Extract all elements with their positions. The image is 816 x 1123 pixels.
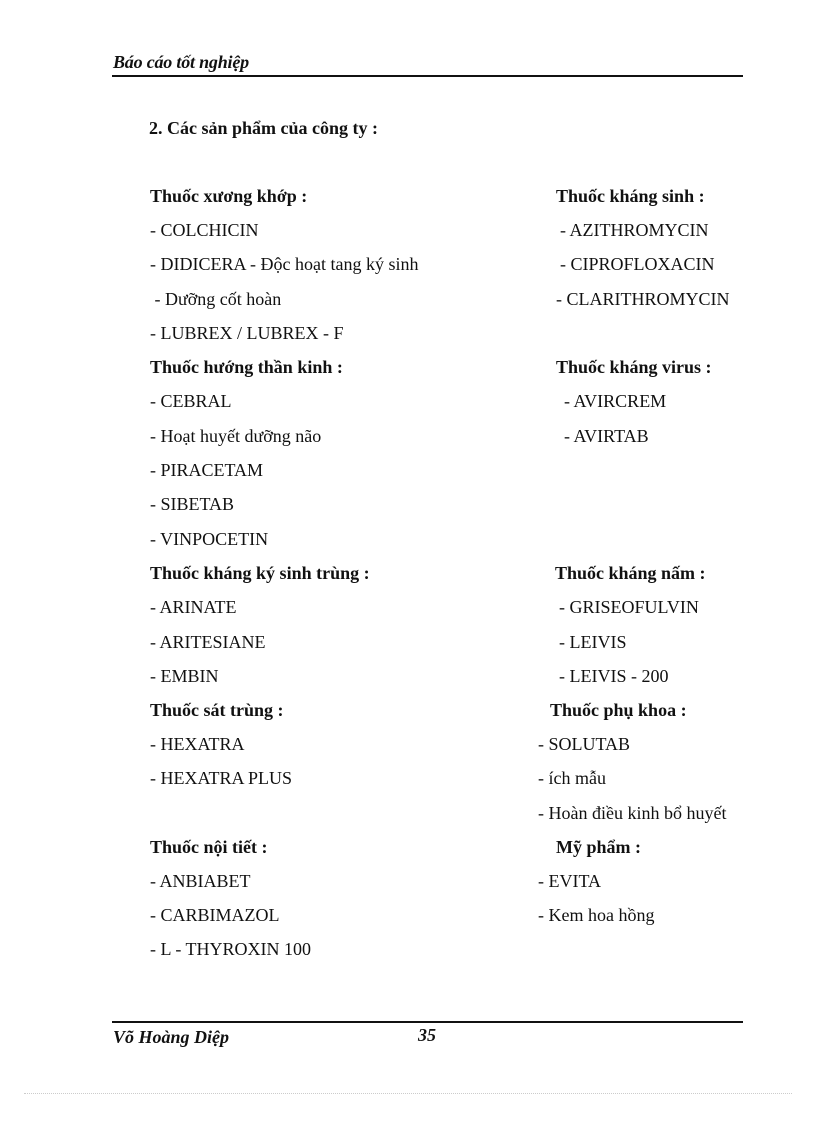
heading-antiviral: Thuốc kháng virus : — [556, 357, 712, 377]
list-item: - LEIVIS - 200 — [559, 666, 669, 686]
heading-antiseptic: Thuốc sát trùng : — [150, 700, 284, 720]
list-item: - SIBETAB — [150, 494, 235, 514]
list-item: - GRISEOFULVIN — [559, 597, 699, 617]
list-item: - EMBIN — [150, 666, 219, 686]
heading-cosmetics: Mỹ phẩm : — [556, 837, 641, 857]
heading-bone-joint: Thuốc xương khớp : — [150, 186, 308, 206]
list-item: - ARINATE — [150, 597, 237, 617]
header-rule — [112, 75, 743, 77]
list-item: - AVIRCREM — [564, 391, 667, 411]
header-title: Báo cáo tốt nghiệp — [113, 52, 249, 72]
list-item: - Hoạt huyết dưỡng não — [150, 426, 322, 446]
list-item: - VINPOCETIN — [150, 529, 269, 549]
list-item: - COLCHICIN — [150, 220, 259, 240]
list-item: - EVITA — [538, 871, 602, 891]
list-item: - Dưỡng cốt hoàn — [150, 289, 282, 309]
list-item: - HEXATRA — [150, 734, 245, 754]
list-item: - CARBIMAZOL — [150, 905, 280, 925]
page-edge-divider — [24, 1093, 792, 1095]
footer-author: Võ Hoàng Diệp — [113, 1027, 230, 1047]
heading-antifungal: Thuốc kháng nấm : — [555, 563, 706, 583]
list-item: - LUBREX / LUBREX - F — [150, 323, 344, 343]
list-item: - Kem hoa hồng — [538, 905, 655, 925]
list-item: - CIPROFLOXACIN — [560, 254, 715, 274]
heading-endocrine: Thuốc nội tiết : — [150, 837, 268, 857]
list-item: - ARITESIANE — [150, 632, 266, 652]
list-item: - LEIVIS — [559, 632, 627, 652]
list-item: - CLARITHROMYCIN — [556, 289, 730, 309]
heading-neuro: Thuốc hướng thần kinh : — [150, 357, 343, 377]
page-number: 35 — [418, 1025, 436, 1045]
list-item: - CEBRAL — [150, 391, 232, 411]
heading-antiparasitic: Thuốc kháng ký sinh trùng : — [150, 563, 370, 583]
list-item: - L - THYROXIN 100 — [150, 939, 311, 959]
list-item: - AZITHROMYCIN — [560, 220, 709, 240]
list-item: - DIDICERA - Độc hoạt tang ký sinh — [150, 254, 419, 274]
footer-rule — [112, 1021, 743, 1023]
list-item: - PIRACETAM — [150, 460, 264, 480]
list-item: - ích mẫu — [538, 768, 606, 788]
list-item: - SOLUTAB — [538, 734, 631, 754]
list-item: - AVIRTAB — [564, 426, 649, 446]
heading-gynecology: Thuốc phụ khoa : — [550, 700, 687, 720]
list-item: - HEXATRA PLUS — [150, 768, 293, 788]
list-item: - ANBIABET — [150, 871, 251, 891]
heading-antibiotic: Thuốc kháng sinh : — [556, 186, 705, 206]
section-title: 2. Các sản phẩm của công ty : — [149, 118, 379, 138]
list-item: - Hoàn điều kinh bổ huyết — [538, 803, 727, 823]
